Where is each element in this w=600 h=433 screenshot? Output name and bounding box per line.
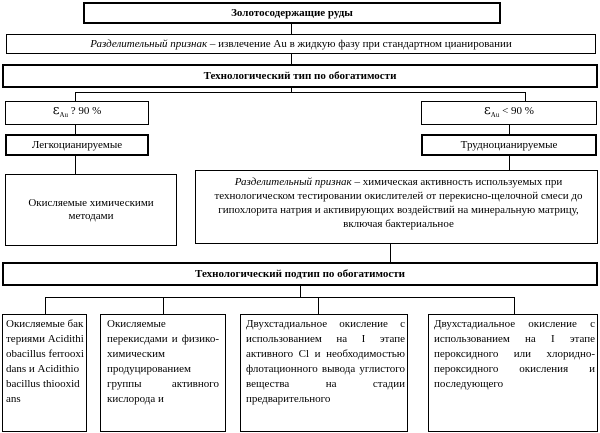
connector (509, 125, 510, 134)
right-type-box (421, 134, 597, 156)
connector (390, 244, 391, 262)
subtype-text-4: Двухстадиальное окисление с использованием на I этапе пероксидного или хлоридно-пероксидного окисления и последующего (434, 318, 595, 390)
criterion2-box (195, 170, 598, 244)
root-box (83, 2, 501, 24)
connector (163, 297, 164, 314)
connector (514, 297, 515, 314)
right-condition-box (421, 101, 597, 125)
criterion2-italic: Разделительный признак (234, 176, 352, 188)
connector (525, 92, 526, 101)
epsilon-symbol: ε (484, 102, 491, 118)
root-title: Золотосодержащие руды (231, 7, 353, 19)
criterion1-italic: Разделительный признак (90, 37, 208, 50)
subtype-box-1 (2, 314, 87, 432)
epsilon-symbol: ε (52, 102, 60, 118)
connector (75, 125, 76, 134)
subtype-text-3: Двухстадиальное окисление с использованием на I этапе активного Cl и необходимостью флотационного вывода углистого вещества на стадии предварительного (246, 318, 405, 405)
criterion2-rest: – химическая активность используемых при технологическом тестировании окислителей от перекисно-щелочной смеси до гипохлорита натрия и активирующих воздействий на минеральную матрицу, включая бактериальное (214, 176, 583, 230)
subtype-title: Технологический подтип по обогатимости (195, 268, 405, 280)
subtype-box-4 (428, 314, 598, 432)
epsilon-sub: Au (490, 111, 500, 120)
branch-line (45, 297, 514, 298)
left-condition-rest: ? 90 % (68, 104, 102, 117)
left-type-label: Легкоцианируемые (31, 138, 123, 151)
criterion1-box (6, 34, 596, 54)
subtype-text-2: Окисляемые перекисдами и физико-химическим продуцированием группы активного кислорода и (107, 318, 219, 405)
left-type-box (5, 134, 149, 156)
connector (45, 297, 46, 314)
connector (75, 92, 76, 101)
techtype-box (2, 64, 598, 88)
left-condition-text (53, 104, 102, 122)
connector (509, 156, 510, 170)
techtype-title: Технологический тип по обогатимости (203, 70, 397, 82)
subtype-box-3 (240, 314, 408, 432)
left-method-box (5, 174, 177, 246)
connector (75, 156, 76, 174)
right-type-label: Трудноцианируемые (460, 138, 558, 151)
connector (291, 54, 292, 64)
right-condition-rest: < 90 % (499, 104, 534, 117)
left-method-text: Окисляемые химическими методами (28, 197, 154, 222)
criterion1-text (90, 38, 512, 51)
subtype-box-2 (100, 314, 226, 432)
connector (291, 24, 292, 34)
connector (300, 286, 301, 297)
left-condition-box (5, 101, 149, 125)
right-condition-text (484, 104, 534, 122)
criterion2-text (214, 176, 582, 230)
connector (291, 88, 292, 92)
connector (318, 297, 319, 314)
branch-line (75, 92, 525, 93)
criterion1-rest: – извлечение Au в жидкую фазу при стандартном цианировании (207, 37, 512, 50)
epsilon-sub: Au (59, 111, 68, 120)
subtype-box (2, 262, 598, 286)
subtype-text-1: Окисляемые бактериями Acidithiobacillus ferrooxidans и Acidithiobacillus thiooxidans (6, 318, 84, 405)
